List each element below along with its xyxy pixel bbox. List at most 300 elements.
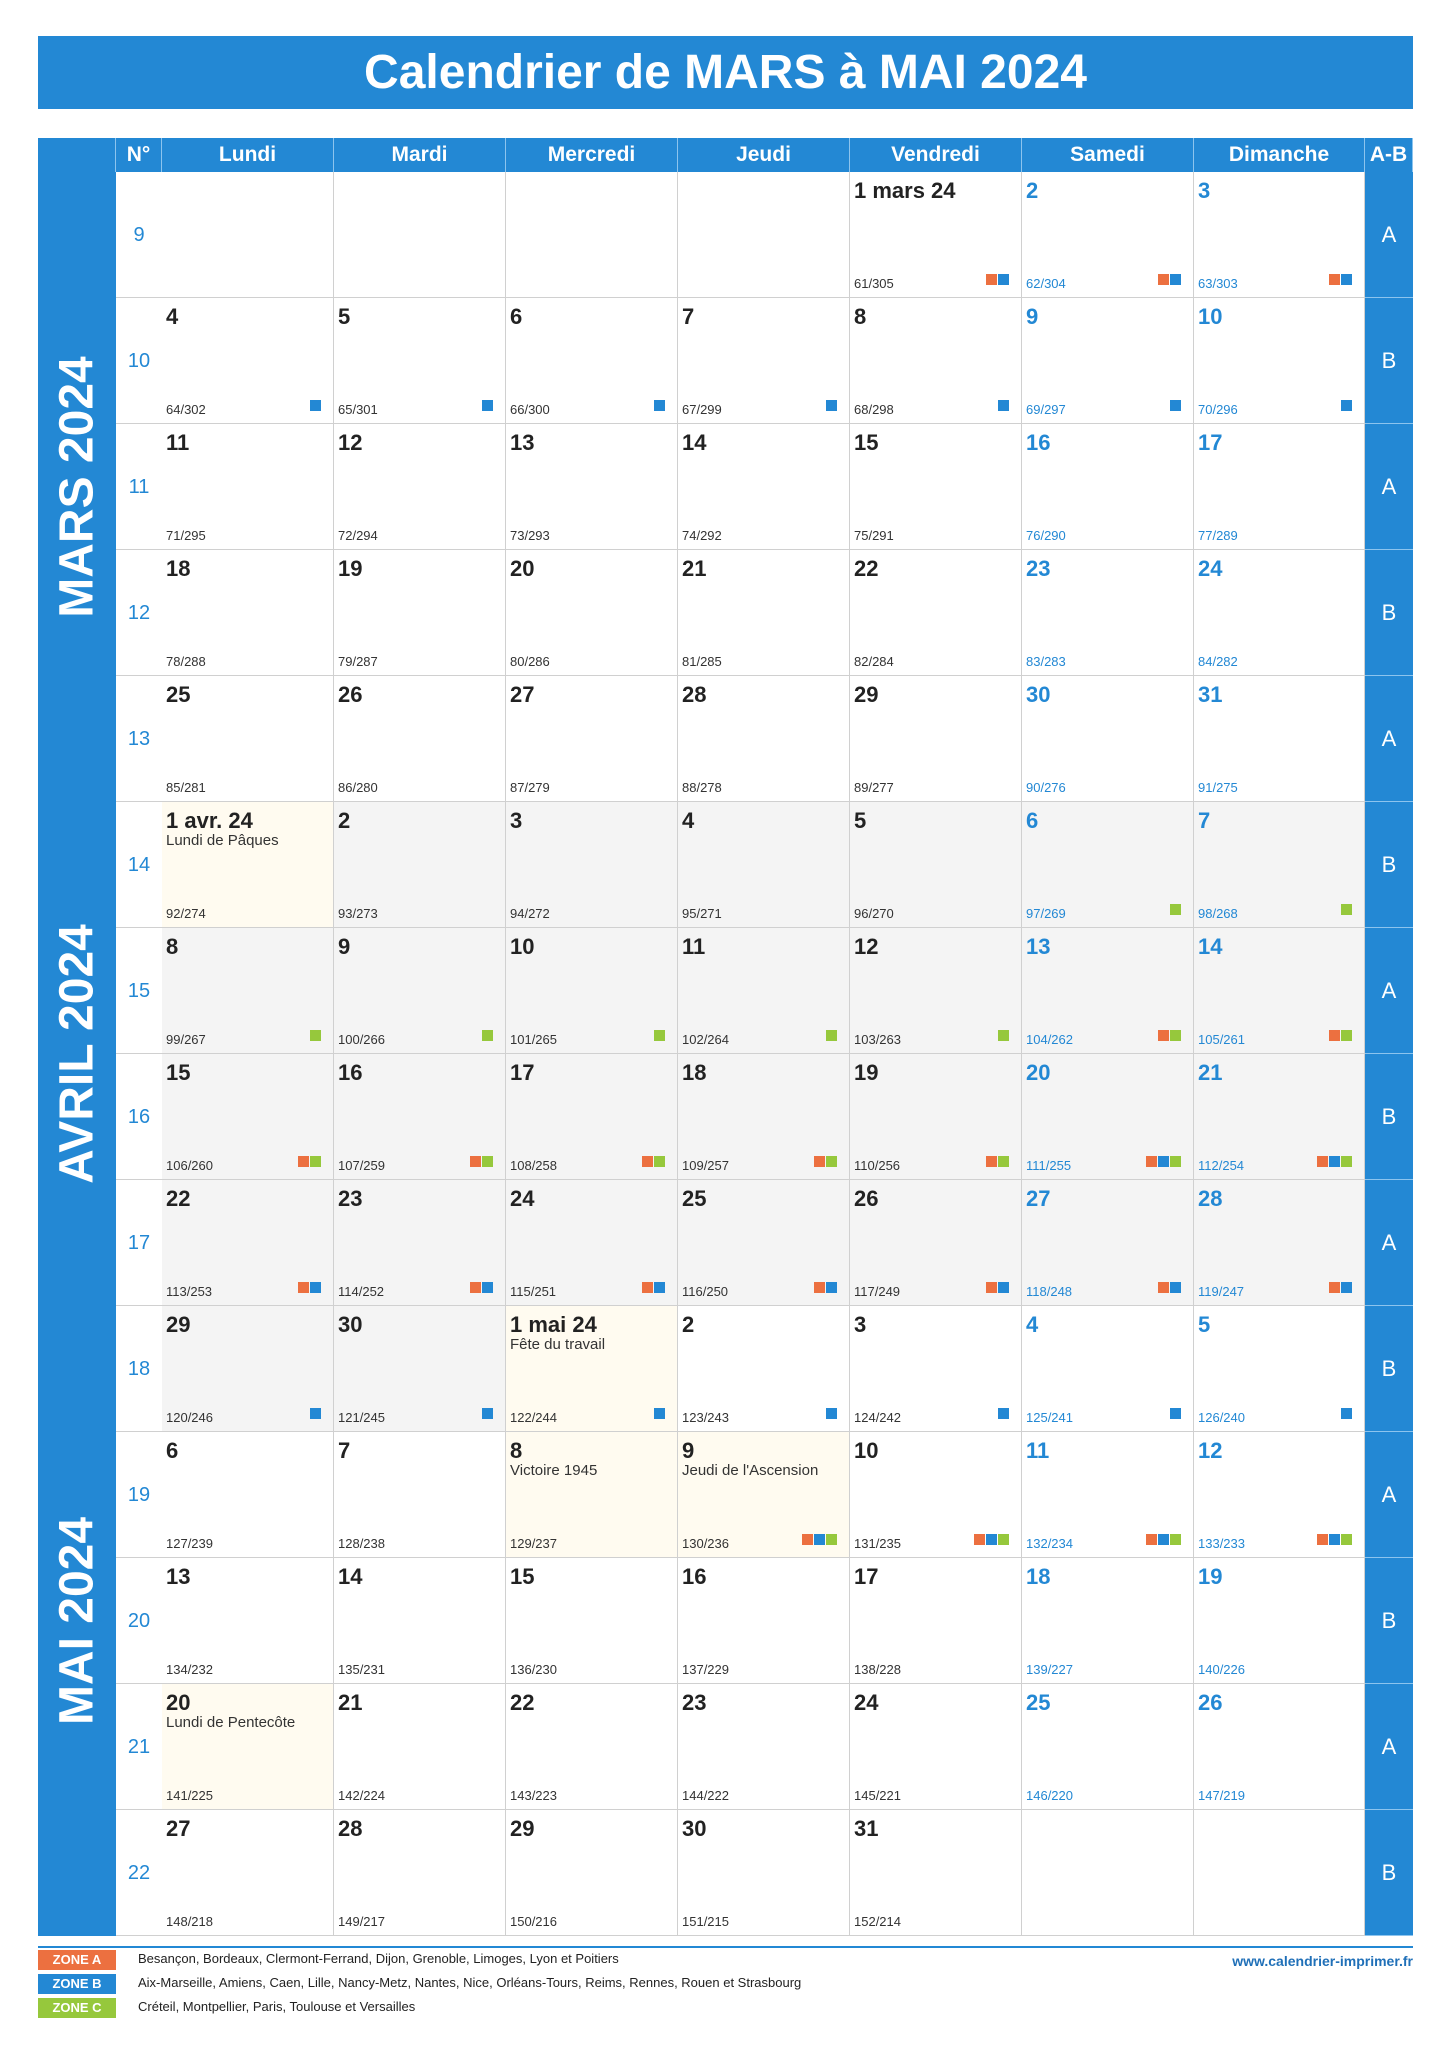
week-ab-label: B (1365, 1306, 1413, 1432)
day-cell[interactable] (1194, 1684, 1365, 1810)
day-cell[interactable] (334, 1054, 506, 1180)
day-cell[interactable] (334, 298, 506, 424)
zone-b-marker (1329, 1156, 1340, 1167)
day-date: 27 (510, 682, 535, 707)
day-count: 85/281 (166, 780, 206, 795)
day-count: 84/282 (1198, 654, 1238, 669)
day-date: 20 (166, 1690, 191, 1715)
day-cell[interactable] (1194, 802, 1365, 928)
day-cell[interactable] (162, 928, 334, 1054)
zone-a-marker (1158, 274, 1169, 285)
day-cell[interactable] (850, 1810, 1022, 1936)
day-date: 16 (682, 1564, 707, 1589)
holiday-zone-markers (1170, 904, 1181, 915)
day-date: 5 (854, 808, 867, 833)
day-cell[interactable] (162, 1810, 334, 1936)
day-cell[interactable] (506, 298, 678, 424)
day-cell[interactable] (850, 1558, 1022, 1684)
holiday-label: Lundi de Pâques (166, 832, 279, 849)
empty-day-cell (506, 172, 678, 298)
day-count: 98/268 (1198, 906, 1238, 921)
holiday-label: Jeudi de l'Ascension (682, 1462, 819, 1479)
day-cell[interactable] (850, 1684, 1022, 1810)
day-count: 121/245 (338, 1410, 385, 1425)
day-count: 129/237 (510, 1536, 557, 1551)
zone-b-marker (654, 400, 665, 411)
holiday-zone-markers (998, 1030, 1009, 1041)
day-count: 104/262 (1026, 1032, 1073, 1047)
zone-b-marker (998, 1408, 1009, 1419)
day-cell[interactable] (1194, 550, 1365, 676)
header-lundi: Lundi (162, 138, 334, 172)
holiday-zone-markers (1170, 400, 1181, 411)
day-cell[interactable] (850, 172, 1022, 298)
day-cell[interactable] (334, 550, 506, 676)
day-cell[interactable] (506, 802, 678, 928)
day-date: 13 (510, 430, 535, 455)
day-cell[interactable] (1022, 1054, 1194, 1180)
holiday-zone-markers (310, 1030, 321, 1041)
day-count: 148/218 (166, 1914, 213, 1929)
holiday-zone-markers (470, 1282, 493, 1293)
day-cell[interactable] (334, 424, 506, 550)
day-date: 11 (166, 430, 190, 455)
day-count: 103/263 (854, 1032, 901, 1047)
day-date: 29 (510, 1816, 535, 1841)
zone-a-marker (986, 274, 997, 285)
day-count: 142/224 (338, 1788, 385, 1803)
day-count: 108/258 (510, 1158, 557, 1173)
day-cell[interactable] (678, 928, 850, 1054)
zone-b-marker (826, 1282, 837, 1293)
week-number: 16 (116, 1054, 162, 1180)
day-date: 31 (854, 1816, 879, 1841)
zone-b-marker (1158, 1156, 1169, 1167)
day-cell[interactable] (678, 1306, 850, 1432)
day-cell[interactable] (506, 1684, 678, 1810)
day-date: 5 (338, 304, 351, 329)
holiday-zone-markers (298, 1282, 321, 1293)
day-cell[interactable] (1022, 676, 1194, 802)
zone-b-marker (998, 1282, 1009, 1293)
zone-c-marker (826, 1030, 837, 1041)
zone-b-marker (310, 400, 321, 411)
zone-b-marker (1341, 400, 1352, 411)
day-cell[interactable] (678, 1432, 850, 1558)
holiday-zone-markers (482, 400, 493, 411)
day-count: 102/264 (682, 1032, 729, 1047)
day-cell[interactable] (678, 1810, 850, 1936)
zone-b-marker (998, 400, 1009, 411)
day-count: 93/273 (338, 906, 378, 921)
zone-c-marker (482, 1030, 493, 1041)
day-date: 28 (338, 1816, 363, 1841)
zone-a-marker (814, 1282, 825, 1293)
week-number: 19 (116, 1432, 162, 1558)
day-cell[interactable] (1194, 298, 1365, 424)
holiday-zone-markers (1146, 1156, 1181, 1167)
day-date: 3 (854, 1312, 867, 1337)
day-date: 30 (1026, 682, 1051, 707)
day-count: 147/219 (1198, 1788, 1245, 1803)
day-cell[interactable] (850, 550, 1022, 676)
day-cell[interactable] (162, 676, 334, 802)
day-cell[interactable] (1194, 928, 1365, 1054)
day-count: 65/301 (338, 402, 378, 417)
day-date: 12 (854, 934, 879, 959)
zone-c-marker (1170, 1156, 1181, 1167)
week-ab-label: B (1365, 1558, 1413, 1684)
day-cell[interactable] (334, 1684, 506, 1810)
day-date: 8 (510, 1438, 523, 1463)
day-date: 23 (682, 1690, 707, 1715)
day-cell[interactable] (506, 1432, 678, 1558)
day-cell[interactable] (506, 1180, 678, 1306)
day-cell[interactable] (1194, 1054, 1365, 1180)
zone-c-marker (1170, 904, 1181, 915)
day-count: 70/296 (1198, 402, 1238, 417)
header-week-number: N° (116, 138, 162, 172)
day-count: 131/235 (854, 1536, 901, 1551)
holiday-label: Lundi de Pentecôte (166, 1714, 296, 1731)
zone-a-marker (974, 1534, 985, 1545)
day-date: 16 (338, 1060, 363, 1085)
day-cell[interactable] (162, 1054, 334, 1180)
day-date: 1 avr. 24 (166, 808, 253, 833)
day-count: 72/294 (338, 528, 378, 543)
day-cell[interactable] (850, 1306, 1022, 1432)
day-date: 27 (166, 1816, 191, 1841)
day-cell[interactable] (162, 424, 334, 550)
day-cell[interactable] (506, 424, 678, 550)
day-count: 89/277 (854, 780, 894, 795)
holiday-zone-markers (1158, 274, 1181, 285)
day-count: 115/251 (510, 1284, 557, 1299)
day-date: 7 (338, 1438, 351, 1463)
zone-badge: ZONE C (38, 1998, 116, 2018)
day-count: 119/247 (1198, 1284, 1245, 1299)
day-cell[interactable] (1194, 1306, 1365, 1432)
day-cell[interactable] (162, 802, 334, 928)
zone-a-marker (470, 1156, 481, 1167)
holiday-zone-markers (654, 400, 665, 411)
empty-day-cell (1194, 1810, 1365, 1936)
week-number: 14 (116, 802, 162, 928)
day-cell[interactable] (334, 1180, 506, 1306)
day-cell[interactable] (1022, 1432, 1194, 1558)
day-cell[interactable] (850, 1432, 1022, 1558)
day-count: 146/220 (1026, 1788, 1073, 1803)
empty-day-cell (334, 172, 506, 298)
day-cell[interactable] (334, 802, 506, 928)
day-cell[interactable] (850, 802, 1022, 928)
zone-b-marker (814, 1534, 825, 1545)
day-count: 120/246 (166, 1410, 213, 1425)
day-cell[interactable] (850, 298, 1022, 424)
day-date: 7 (682, 304, 695, 329)
zone-b-marker (1341, 1408, 1352, 1419)
holiday-zone-markers (1158, 1030, 1181, 1041)
zone-b-marker (826, 1408, 837, 1419)
day-cell[interactable] (162, 1684, 334, 1810)
day-count: 67/299 (682, 402, 722, 417)
day-cell[interactable] (678, 550, 850, 676)
day-date: 22 (510, 1690, 535, 1715)
website-link[interactable]: www.calendrier-imprimer.fr (1232, 1953, 1413, 1969)
day-count: 80/286 (510, 654, 550, 669)
day-count: 86/280 (338, 780, 378, 795)
day-cell[interactable] (678, 1558, 850, 1684)
day-cell[interactable] (1194, 1558, 1365, 1684)
day-cell[interactable] (678, 1180, 850, 1306)
day-date: 16 (1026, 430, 1051, 455)
day-cell[interactable] (1022, 424, 1194, 550)
day-count: 127/239 (166, 1536, 213, 1551)
day-count: 118/248 (1026, 1284, 1073, 1299)
day-count: 128/238 (338, 1536, 385, 1551)
zone-c-marker (998, 1030, 1009, 1041)
day-count: 112/254 (1198, 1158, 1245, 1173)
day-cell[interactable] (334, 1810, 506, 1936)
day-cell[interactable] (1022, 1558, 1194, 1684)
day-cell[interactable] (506, 928, 678, 1054)
holiday-zone-markers (986, 274, 1009, 285)
day-date: 18 (1026, 1564, 1051, 1589)
day-date: 24 (854, 1690, 879, 1715)
holiday-zone-markers (1329, 274, 1352, 285)
day-cell[interactable] (678, 424, 850, 550)
holiday-zone-markers (826, 1408, 837, 1419)
zone-b-marker (986, 1534, 997, 1545)
day-count: 117/249 (854, 1284, 901, 1299)
day-count: 141/225 (166, 1788, 213, 1803)
day-count: 92/274 (166, 906, 206, 921)
day-date: 1 mars 24 (854, 178, 956, 203)
day-cell[interactable] (162, 1558, 334, 1684)
day-cell[interactable] (1022, 1684, 1194, 1810)
day-cell[interactable] (850, 1054, 1022, 1180)
day-count: 71/295 (166, 528, 206, 543)
day-date: 29 (854, 682, 879, 707)
day-cell[interactable] (506, 1558, 678, 1684)
day-cell[interactable] (162, 550, 334, 676)
day-cell[interactable] (850, 928, 1022, 1054)
week-ab-label: B (1365, 1810, 1413, 1936)
day-count: 77/289 (1198, 528, 1238, 543)
day-date: 28 (1198, 1186, 1223, 1211)
day-cell[interactable] (506, 550, 678, 676)
day-cell[interactable] (1194, 1180, 1365, 1306)
day-date: 20 (510, 556, 535, 581)
day-date: 10 (1198, 304, 1223, 329)
day-cell[interactable] (678, 1054, 850, 1180)
holiday-zone-markers (814, 1282, 837, 1293)
day-date: 6 (510, 304, 523, 329)
day-count: 113/253 (166, 1284, 213, 1299)
day-count: 144/222 (682, 1788, 729, 1803)
holiday-zone-markers (814, 1156, 837, 1167)
holiday-zone-markers (986, 1282, 1009, 1293)
zone-b-marker (482, 1408, 493, 1419)
day-date: 12 (338, 430, 363, 455)
zone-badge: ZONE B (38, 1974, 116, 1994)
holiday-zone-markers (998, 1408, 1009, 1419)
holiday-label: Fête du travail (510, 1336, 606, 1353)
day-cell[interactable] (1194, 424, 1365, 550)
day-count: 74/292 (682, 528, 722, 543)
week-ab-label: A (1365, 928, 1413, 1054)
zone-cities: Créteil, Montpellier, Paris, Toulouse et Versailles (138, 1999, 416, 2014)
holiday-zone-markers (654, 1030, 665, 1041)
month-label-mai (38, 1306, 116, 1936)
month-label-text: AVRIL 2024 (50, 924, 104, 1184)
holiday-zone-markers (998, 400, 1009, 411)
holiday-zone-markers (1317, 1534, 1352, 1545)
day-cell[interactable] (678, 676, 850, 802)
holiday-zone-markers (1341, 1408, 1352, 1419)
zone-a-marker (986, 1282, 997, 1293)
zone-c-marker (826, 1156, 837, 1167)
week-ab-label: B (1365, 550, 1413, 676)
header-jeudi: Jeudi (678, 138, 850, 172)
day-cell[interactable] (1194, 172, 1365, 298)
zone-b-marker (1341, 1282, 1352, 1293)
day-date: 18 (166, 556, 191, 581)
day-date: 7 (1198, 808, 1211, 833)
day-cell[interactable] (506, 1810, 678, 1936)
day-date: 17 (854, 1564, 879, 1589)
day-date: 9 (338, 934, 351, 959)
zone-a-marker (1158, 1282, 1169, 1293)
day-cell[interactable] (1022, 1306, 1194, 1432)
calendar-grid (38, 138, 1413, 1948)
day-cell[interactable] (506, 1306, 678, 1432)
day-cell[interactable] (1022, 1180, 1194, 1306)
week-number: 10 (116, 298, 162, 424)
day-date: 1 mai 24 (510, 1312, 597, 1337)
week-ab-label: A (1365, 1180, 1413, 1306)
day-cell[interactable] (334, 676, 506, 802)
day-cell[interactable] (1022, 802, 1194, 928)
holiday-zone-markers (1329, 1030, 1352, 1041)
zone-b-marker (482, 1282, 493, 1293)
zone-a-marker (1158, 1030, 1169, 1041)
day-count: 111/255 (1026, 1158, 1072, 1173)
zone-a-marker (1146, 1534, 1157, 1545)
zone-b-marker (1341, 274, 1352, 285)
day-cell[interactable] (1022, 928, 1194, 1054)
day-date: 9 (682, 1438, 695, 1463)
day-date: 11 (1026, 1438, 1050, 1463)
day-date: 20 (1026, 1060, 1051, 1085)
day-cell[interactable] (162, 1432, 334, 1558)
day-cell[interactable] (334, 928, 506, 1054)
day-count: 110/256 (854, 1158, 901, 1173)
zone-a-marker (470, 1282, 481, 1293)
zone-c-marker (998, 1534, 1009, 1545)
zone-c-marker (998, 1156, 1009, 1167)
day-cell[interactable] (1194, 676, 1365, 802)
day-count: 95/271 (682, 906, 722, 921)
day-date: 18 (682, 1060, 707, 1085)
week-ab-label: B (1365, 1054, 1413, 1180)
zone-b-marker (1170, 400, 1181, 411)
zone-a-marker (642, 1282, 653, 1293)
day-date: 10 (510, 934, 535, 959)
day-count: 126/240 (1198, 1410, 1245, 1425)
week-ab-label: A (1365, 424, 1413, 550)
zone-b-marker (1170, 1408, 1181, 1419)
holiday-zone-markers (1146, 1534, 1181, 1545)
holiday-zone-markers (826, 400, 837, 411)
day-count: 68/298 (854, 402, 894, 417)
day-cell[interactable] (1022, 172, 1194, 298)
week-ab-label: A (1365, 1684, 1413, 1810)
day-date: 4 (1026, 1312, 1039, 1337)
day-cell[interactable] (162, 298, 334, 424)
day-cell[interactable] (850, 424, 1022, 550)
day-date: 22 (166, 1186, 191, 1211)
week-number: 22 (116, 1810, 162, 1936)
day-cell[interactable] (162, 1306, 334, 1432)
day-cell[interactable] (850, 676, 1022, 802)
day-cell[interactable] (334, 1306, 506, 1432)
holiday-zone-markers (642, 1156, 665, 1167)
zone-b-marker (1170, 274, 1181, 285)
day-date: 10 (854, 1438, 879, 1463)
day-count: 106/260 (166, 1158, 213, 1173)
holiday-zone-markers (1329, 1282, 1352, 1293)
day-count: 69/297 (1026, 402, 1066, 417)
day-count: 122/244 (510, 1410, 557, 1425)
day-cell[interactable] (162, 1180, 334, 1306)
day-count: 134/232 (166, 1662, 213, 1677)
day-date: 19 (338, 556, 363, 581)
week-number: 20 (116, 1558, 162, 1684)
day-date: 26 (1198, 1690, 1223, 1715)
day-date: 31 (1198, 682, 1223, 707)
day-cell[interactable] (1022, 550, 1194, 676)
holiday-label: Victoire 1945 (510, 1462, 598, 1479)
day-cell[interactable] (334, 1558, 506, 1684)
zone-c-marker (1341, 1156, 1352, 1167)
holiday-zone-markers (1317, 1156, 1352, 1167)
day-cell[interactable] (850, 1180, 1022, 1306)
zone-b-marker (1170, 1282, 1181, 1293)
day-date: 8 (166, 934, 179, 959)
day-cell[interactable] (678, 298, 850, 424)
day-date: 23 (338, 1186, 363, 1211)
day-cell[interactable] (1194, 1432, 1365, 1558)
day-cell[interactable] (334, 1432, 506, 1558)
day-cell[interactable] (506, 676, 678, 802)
empty-day-cell (162, 172, 334, 298)
day-date: 12 (1198, 1438, 1223, 1463)
day-cell[interactable] (678, 802, 850, 928)
day-count: 64/302 (166, 402, 206, 417)
day-count: 81/285 (682, 654, 722, 669)
day-date: 14 (1198, 934, 1223, 959)
zone-a-marker (1317, 1534, 1328, 1545)
day-cell[interactable] (1022, 298, 1194, 424)
day-cell[interactable] (678, 1684, 850, 1810)
zone-c-marker (654, 1030, 665, 1041)
day-count: 124/242 (854, 1410, 901, 1425)
day-count: 151/215 (682, 1914, 729, 1929)
zone-b-marker (1158, 1534, 1169, 1545)
day-cell[interactable] (506, 1054, 678, 1180)
holiday-zone-markers (974, 1534, 1009, 1545)
